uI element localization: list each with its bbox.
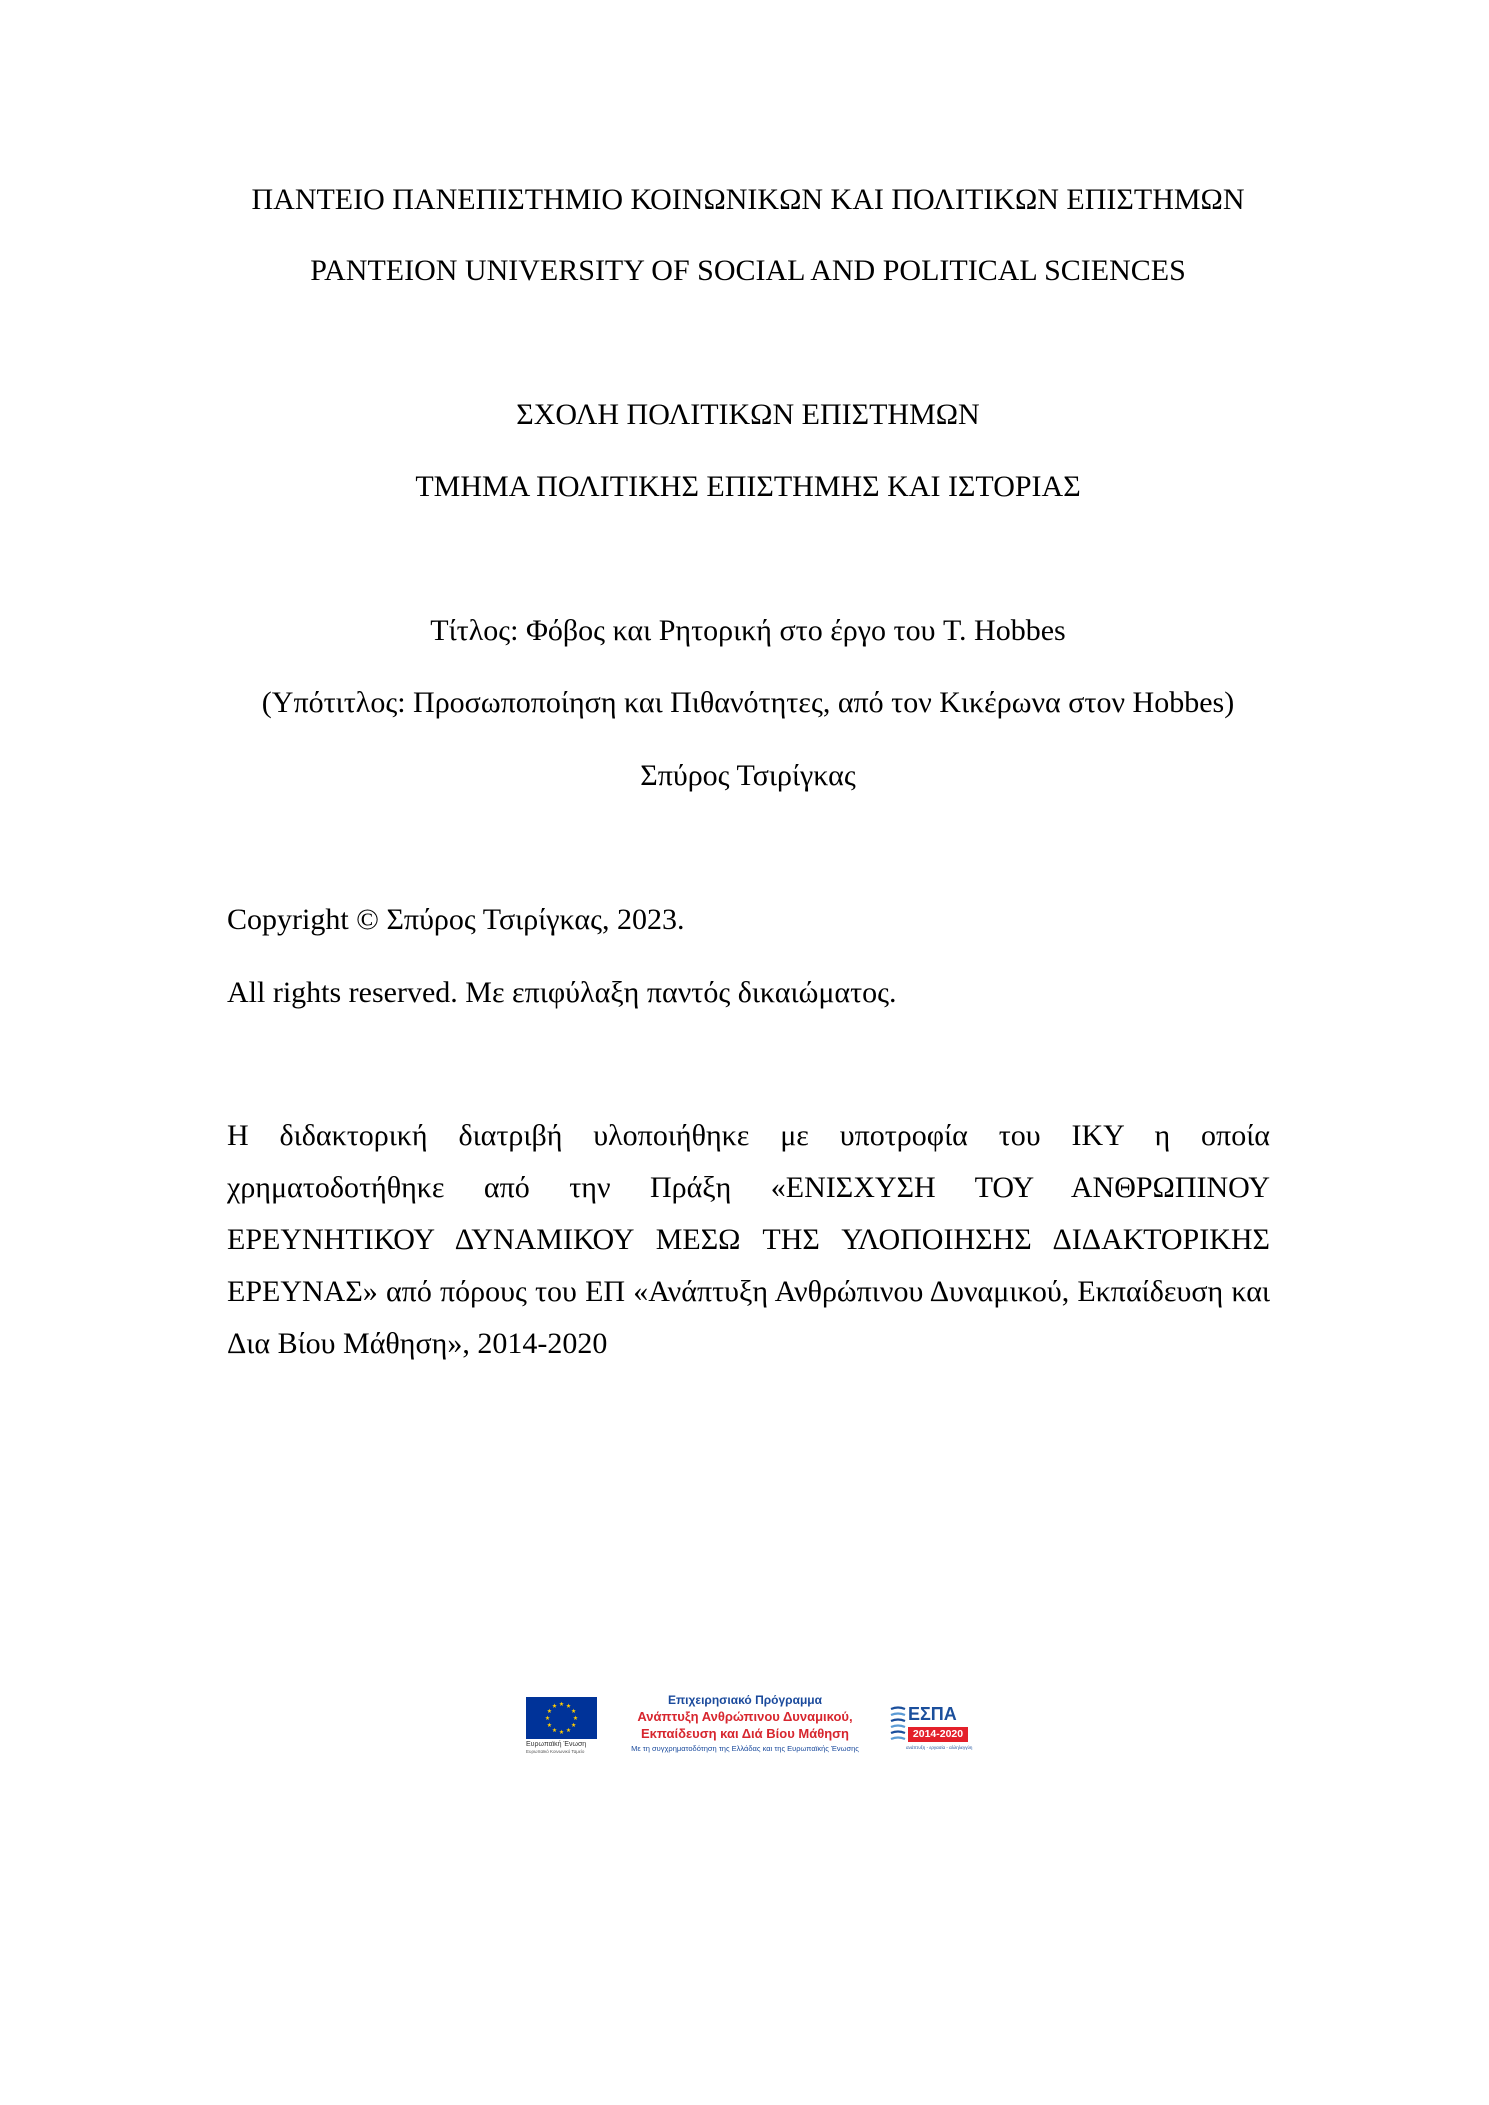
espa-tagline: ανάπτυξη - εργασία - αλληλεγγύη <box>906 1745 973 1750</box>
eu-flag-icon <box>526 1697 597 1739</box>
eu-name: Ευρωπαϊκή Ένωση <box>526 1741 587 1748</box>
programme-name-line2: Εκπαίδευση και Διά Βίου Μάθηση <box>640 1726 850 1741</box>
thesis-subtitle: (Υπότιτλος: Προσωποποίηση και Πιθανότητες, από τον Κικέρωνα στον Hobbes) <box>261 686 1235 719</box>
institution-name-english: PANTEION UNIVERSITY OF SOCIAL AND POLITICAL SCIENCES <box>310 254 1186 287</box>
espa-years: 2014-2020 <box>908 1727 968 1742</box>
programme-cofinancing: Με τη συγχρηματοδότηση της Ελλάδας και της Ευρωπαϊκής Ένωσης <box>631 1744 859 1753</box>
department-name: ΤΜΗΜΑ ΠΟΛΙΤΙΚΗΣ ΕΠΙΣΤΗΜΗΣ ΚΑΙ ΙΣΤΟΡΙΑΣ <box>415 470 1081 503</box>
school-name: ΣΧΟΛΗ ΠΟΛΙΤΙΚΩΝ ΕΠΙΣΤΗΜΩΝ <box>516 398 980 431</box>
funding-line: Η διδακτορική διατριβή υλοποιήθηκε με υποτροφία του ΙΚΥ η οποία <box>227 1119 1270 1152</box>
institution-name-greek: ΠΑΝΤΕΙΟ ΠΑΝΕΠΙΣΤΗΜΙΟ ΚΟΙΝΩΝΙΚΩΝ ΚΑΙ ΠΟΛΙΤΙΚΩΝ ΕΠΙΣΤΗΜΩΝ <box>251 183 1245 216</box>
programme-name-line1: Ανάπτυξη Ανθρώπινου Δυναμικού, <box>637 1709 853 1724</box>
programme-heading: Επιχειρησιακό Πρόγραμμα <box>667 1693 823 1707</box>
espa-logo <box>890 1704 973 1755</box>
eu-fund-name: Ευρωπαϊκό Κοινωνικό Ταμείο <box>526 1749 585 1754</box>
thesis-author: Σπύρος Τσιρίγκας <box>640 759 856 792</box>
thesis-title: Τίτλος: Φόβος και Ρητορική στο έργο του T. Hobbes <box>430 614 1066 647</box>
funding-line: χρηματοδοτήθηκε από την Πράξη «ΕΝΙΣΧΥΣΗ ΤΟΥ ΑΝΘΡΩΠΙΝΟΥ <box>227 1171 1270 1204</box>
rights-reserved: All rights reserved. Με επιφύλαξη παντός δικαιώματος. <box>227 976 897 1009</box>
espa-stripes-icon <box>890 1706 906 1744</box>
eu-logo <box>526 1697 597 1755</box>
programme-logo <box>623 1692 867 1756</box>
funding-line: ΕΡΕΥΝΗΤΙΚΟΥ ΔΥΝΑΜΙΚΟΥ ΜΕΣΩ ΤΗΣ ΥΛΟΠΟΙΗΣΗΣ ΔΙΔΑΚΤΟΡΙΚΗΣ <box>227 1223 1270 1256</box>
funding-line: Δια Βίου Μάθηση», 2014-2020 <box>227 1327 608 1360</box>
espa-wordmark: ΕΣΠΑ <box>908 1704 957 1724</box>
copyright-notice: Copyright © Σπύρος Τσιρίγκας, 2023. <box>227 903 685 936</box>
funding-line: ΕΡΕΥΝΑΣ» από πόρους του ΕΠ «Ανάπτυξη Ανθρώπινου Δυναμικού, Εκπαίδευση και <box>227 1275 1270 1308</box>
